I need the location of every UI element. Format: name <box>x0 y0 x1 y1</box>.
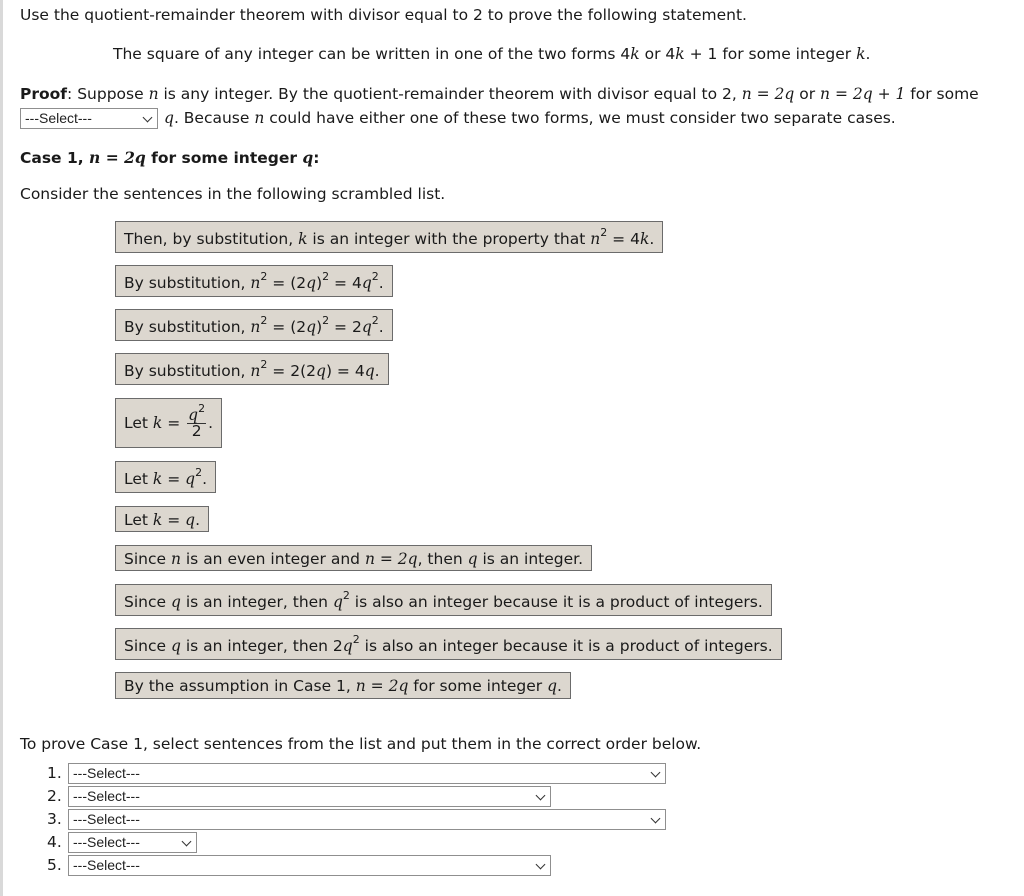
sentence-tile[interactable]: By substitution, $n^2 = 2(2q) = 4q$. <box>115 353 389 385</box>
chevron-down-icon <box>536 791 546 801</box>
chevron-down-icon <box>651 768 661 778</box>
order-select-5[interactable]: ---Select--- <box>68 855 551 876</box>
order-select-3[interactable]: ---Select--- <box>68 809 666 830</box>
proof-quantifier-select[interactable]: ---Select--- <box>20 108 158 129</box>
sentence-tile[interactable]: Since q is an integer, then $q^2$ is also an integer because it is a product of integers. <box>115 584 772 616</box>
case1-heading: Case 1, n = 2q for some integer q: <box>20 148 320 167</box>
sentence-tile[interactable]: Let k = q. <box>115 506 209 532</box>
consider-text: Consider the sentences in the following scrambled list. <box>20 185 446 203</box>
slot-number: 5. <box>47 856 62 874</box>
sentence-tile[interactable]: Let k = $\frac{q^2}{2}$ . <box>115 398 222 448</box>
chevron-down-icon <box>651 814 661 824</box>
sentence-tile[interactable]: By substitution, $n^2 = (2q)^2 = 4q^2$. <box>115 265 393 297</box>
proof-text-continued: q. Because n could have either one of these two forms, we must consider two separate cases. <box>164 109 896 127</box>
order-select-1[interactable]: ---Select--- <box>68 763 666 784</box>
sentence-tile[interactable]: Let $k = q^2$. <box>115 461 216 493</box>
slot-number: 2. <box>47 787 62 805</box>
slot-number: 4. <box>47 833 62 851</box>
slot-number: 1. <box>47 764 62 782</box>
proof-label: Proof <box>20 85 68 103</box>
sentence-tile[interactable]: By substitution, $n^2 = (2q)^2 = 2q^2$. <box>115 309 393 341</box>
sentence-tile[interactable]: Since n is an even integer and n = 2q, then q is an integer. <box>115 545 592 571</box>
order-select-2[interactable]: ---Select--- <box>68 786 551 807</box>
chevron-down-icon <box>536 860 546 870</box>
sentence-tile[interactable]: Then, by substitution, k is an integer with the property that $n^2 = 4k$. <box>115 221 663 253</box>
slot-number: 3. <box>47 810 62 828</box>
fraction: $\frac{q^2}{2}$ <box>188 402 206 440</box>
sentence-tile[interactable]: By the assumption in Case 1, n = 2q for some integer q. <box>115 672 571 699</box>
proof-text: Proof: Suppose n is any integer. By the quotient-remainder theorem with divisor equal to 2, n = 2q or n = 2q + 1 for some <box>20 85 979 103</box>
order-select-4[interactable]: ---Select--- <box>68 832 197 853</box>
order-prompt: To prove Case 1, select sentences from the list and put them in the correct order below. <box>20 735 702 753</box>
sentence-tile[interactable]: Since q is an integer, then $2q^2$ is also an integer because it is a product of integers. <box>115 628 782 660</box>
instruction-text: Use the quotient-remainder theorem with divisor equal to 2 to prove the following statement. <box>20 6 747 24</box>
chevron-down-icon <box>182 837 192 847</box>
left-border <box>0 0 3 896</box>
statement-text: The square of any integer can be written in one of the two forms 4k or 4k + 1 for some integer k. <box>113 45 871 63</box>
chevron-down-icon <box>143 113 153 123</box>
